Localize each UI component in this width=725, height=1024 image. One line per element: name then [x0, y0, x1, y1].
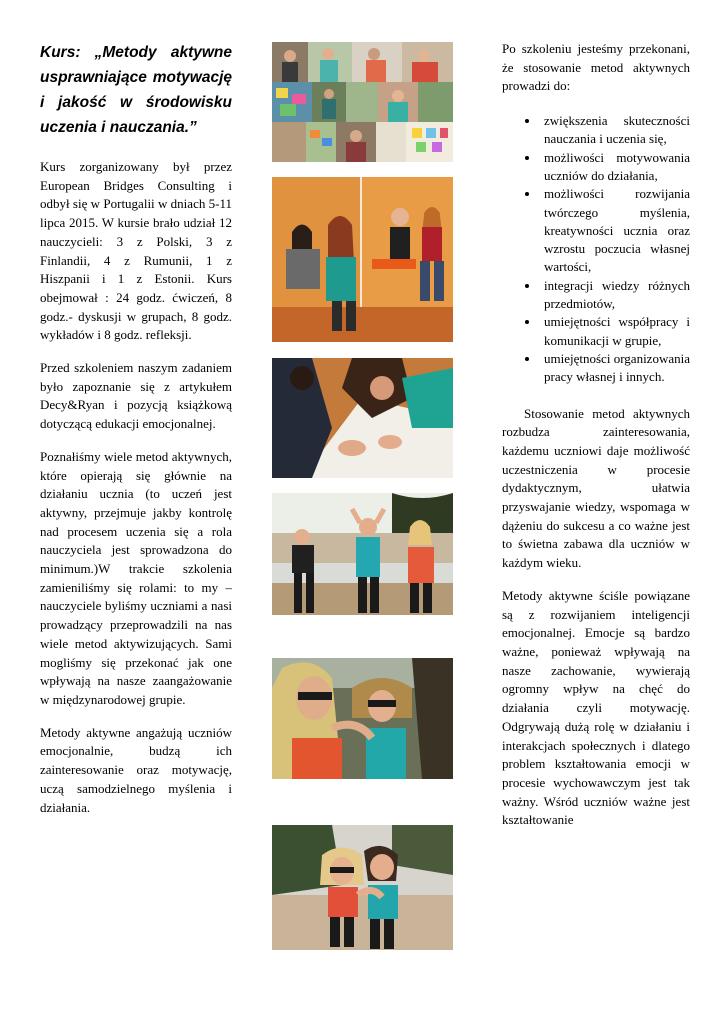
- article-title: Kurs: „Metody aktywne usprawniające motywację i jakość w środowisku uczenia i nauczania.”: [40, 44, 232, 136]
- list-item: • możliwości motywowania uczniów do działania,: [540, 149, 690, 186]
- list-item: • integracji wiedzy różnych przedmiotów,: [540, 277, 690, 314]
- photo-outdoor-dance: [272, 493, 453, 615]
- list-item: • możliwości rozwijania twórczego myślenia, kreatywności ucznia oraz wzrostu poczucia własnej wartości,: [540, 185, 690, 276]
- photo-blindfold-game-2: [272, 825, 453, 950]
- paragraph-course-info: Kurs zorganizowany był przez European Bridges Consulting i odbył się w Portugalii w dniach 5-11 lipca 2015. W kursie brało udział 12 nauczycieli: 3 z Polski, 3 z Finlandii, 4 z Rumunii, 1 z Hiszpanii i 1 z Estonii. Kurs obejmował : 24 godz. ćwiczeń, 8 godz.- dyskusji w grupach, 8 godz. wykładów i 8 godz. refleksji.: [40, 159, 232, 343]
- right-column: [502, 40, 690, 844]
- paragraph-active-methods: Poznałiśmy wiele metod aktywnych, które opierają się głównie na działaniu ucznia (to uczeń jest aktywny, przejmuje jakby kontrolę nad procesem uczenia się a rola nauczyciela jest sprowadzona do minimum.)W trakcie szkolenia zamieniliśmy się rolami: to my – nauczyciele byliśmy uczniami a nasi prowadzący przeprowadzili na nas wiele metod aktywizujących. Sami mogliśmy się przekonać jak one wpływają na nasze zaangażowanie w międzynarodowej grupie.: [40, 448, 232, 707]
- left-column: [40, 40, 232, 831]
- photo-drawing-on-paper: [272, 358, 453, 478]
- list-item: • umiejętności współpracy i komunikacji w grupie,: [540, 313, 690, 350]
- paragraph-preparation: Przed szkoleniem naszym zadaniem było zapoznanie się z artykułem Decy&Ryan i pozycją książkową dotyczącą edukacji emocjonalnej.: [40, 360, 232, 432]
- list-item: • umiejętności organizowania pracy własnej i innych.: [540, 350, 690, 387]
- list-item: • zwiększenia skuteczności nauczania i uczenia się,: [540, 112, 690, 149]
- photo-blindfold-game-1: [272, 658, 453, 779]
- paragraph-interest: Stosowanie metod aktywnych rozbudza zainteresowania, każdemu uczniowi daje możliwość uczestniczenia w procesie dydaktycznym, ułatwia przyswajanie wiedzy, wspomaga w dążeniu do sukcesu a co ważne jest to świetna zabawa dla uczniów w każdym wieku.: [502, 405, 690, 571]
- benefits-list: [502, 112, 690, 386]
- photo-collage: [272, 42, 453, 162]
- paragraph-engagement: Metody aktywne angażują uczniów emocjonalnie, budzą ich zainteresowanie oraz motywację, uczą samodzielnego myślenia i działania.: [40, 724, 232, 815]
- paragraph-conclusion-intro: Po szkoleniu jesteśmy przekonani, że stosowanie metod aktywnych prowadzi do:: [502, 41, 690, 94]
- photo-seated-group: [272, 177, 453, 342]
- paragraph-emotional-intelligence: Metody aktywne ściśle powiązane są z rozwijaniem inteligencji emocjonalnej. Emocje są bardzo ważne, ponieważ wpływają na nasze zachowanie, wywierają ogromny wpływ na chęć do działania czyli motywację. Odgrywają dużą rolę w działaniu i interakcjach społecznych i dlatego problem kształtowania emocji w procesie wychowawczym jest tak ważny. Wśród uczniów ważne jest kształtowanie: [502, 587, 690, 828]
